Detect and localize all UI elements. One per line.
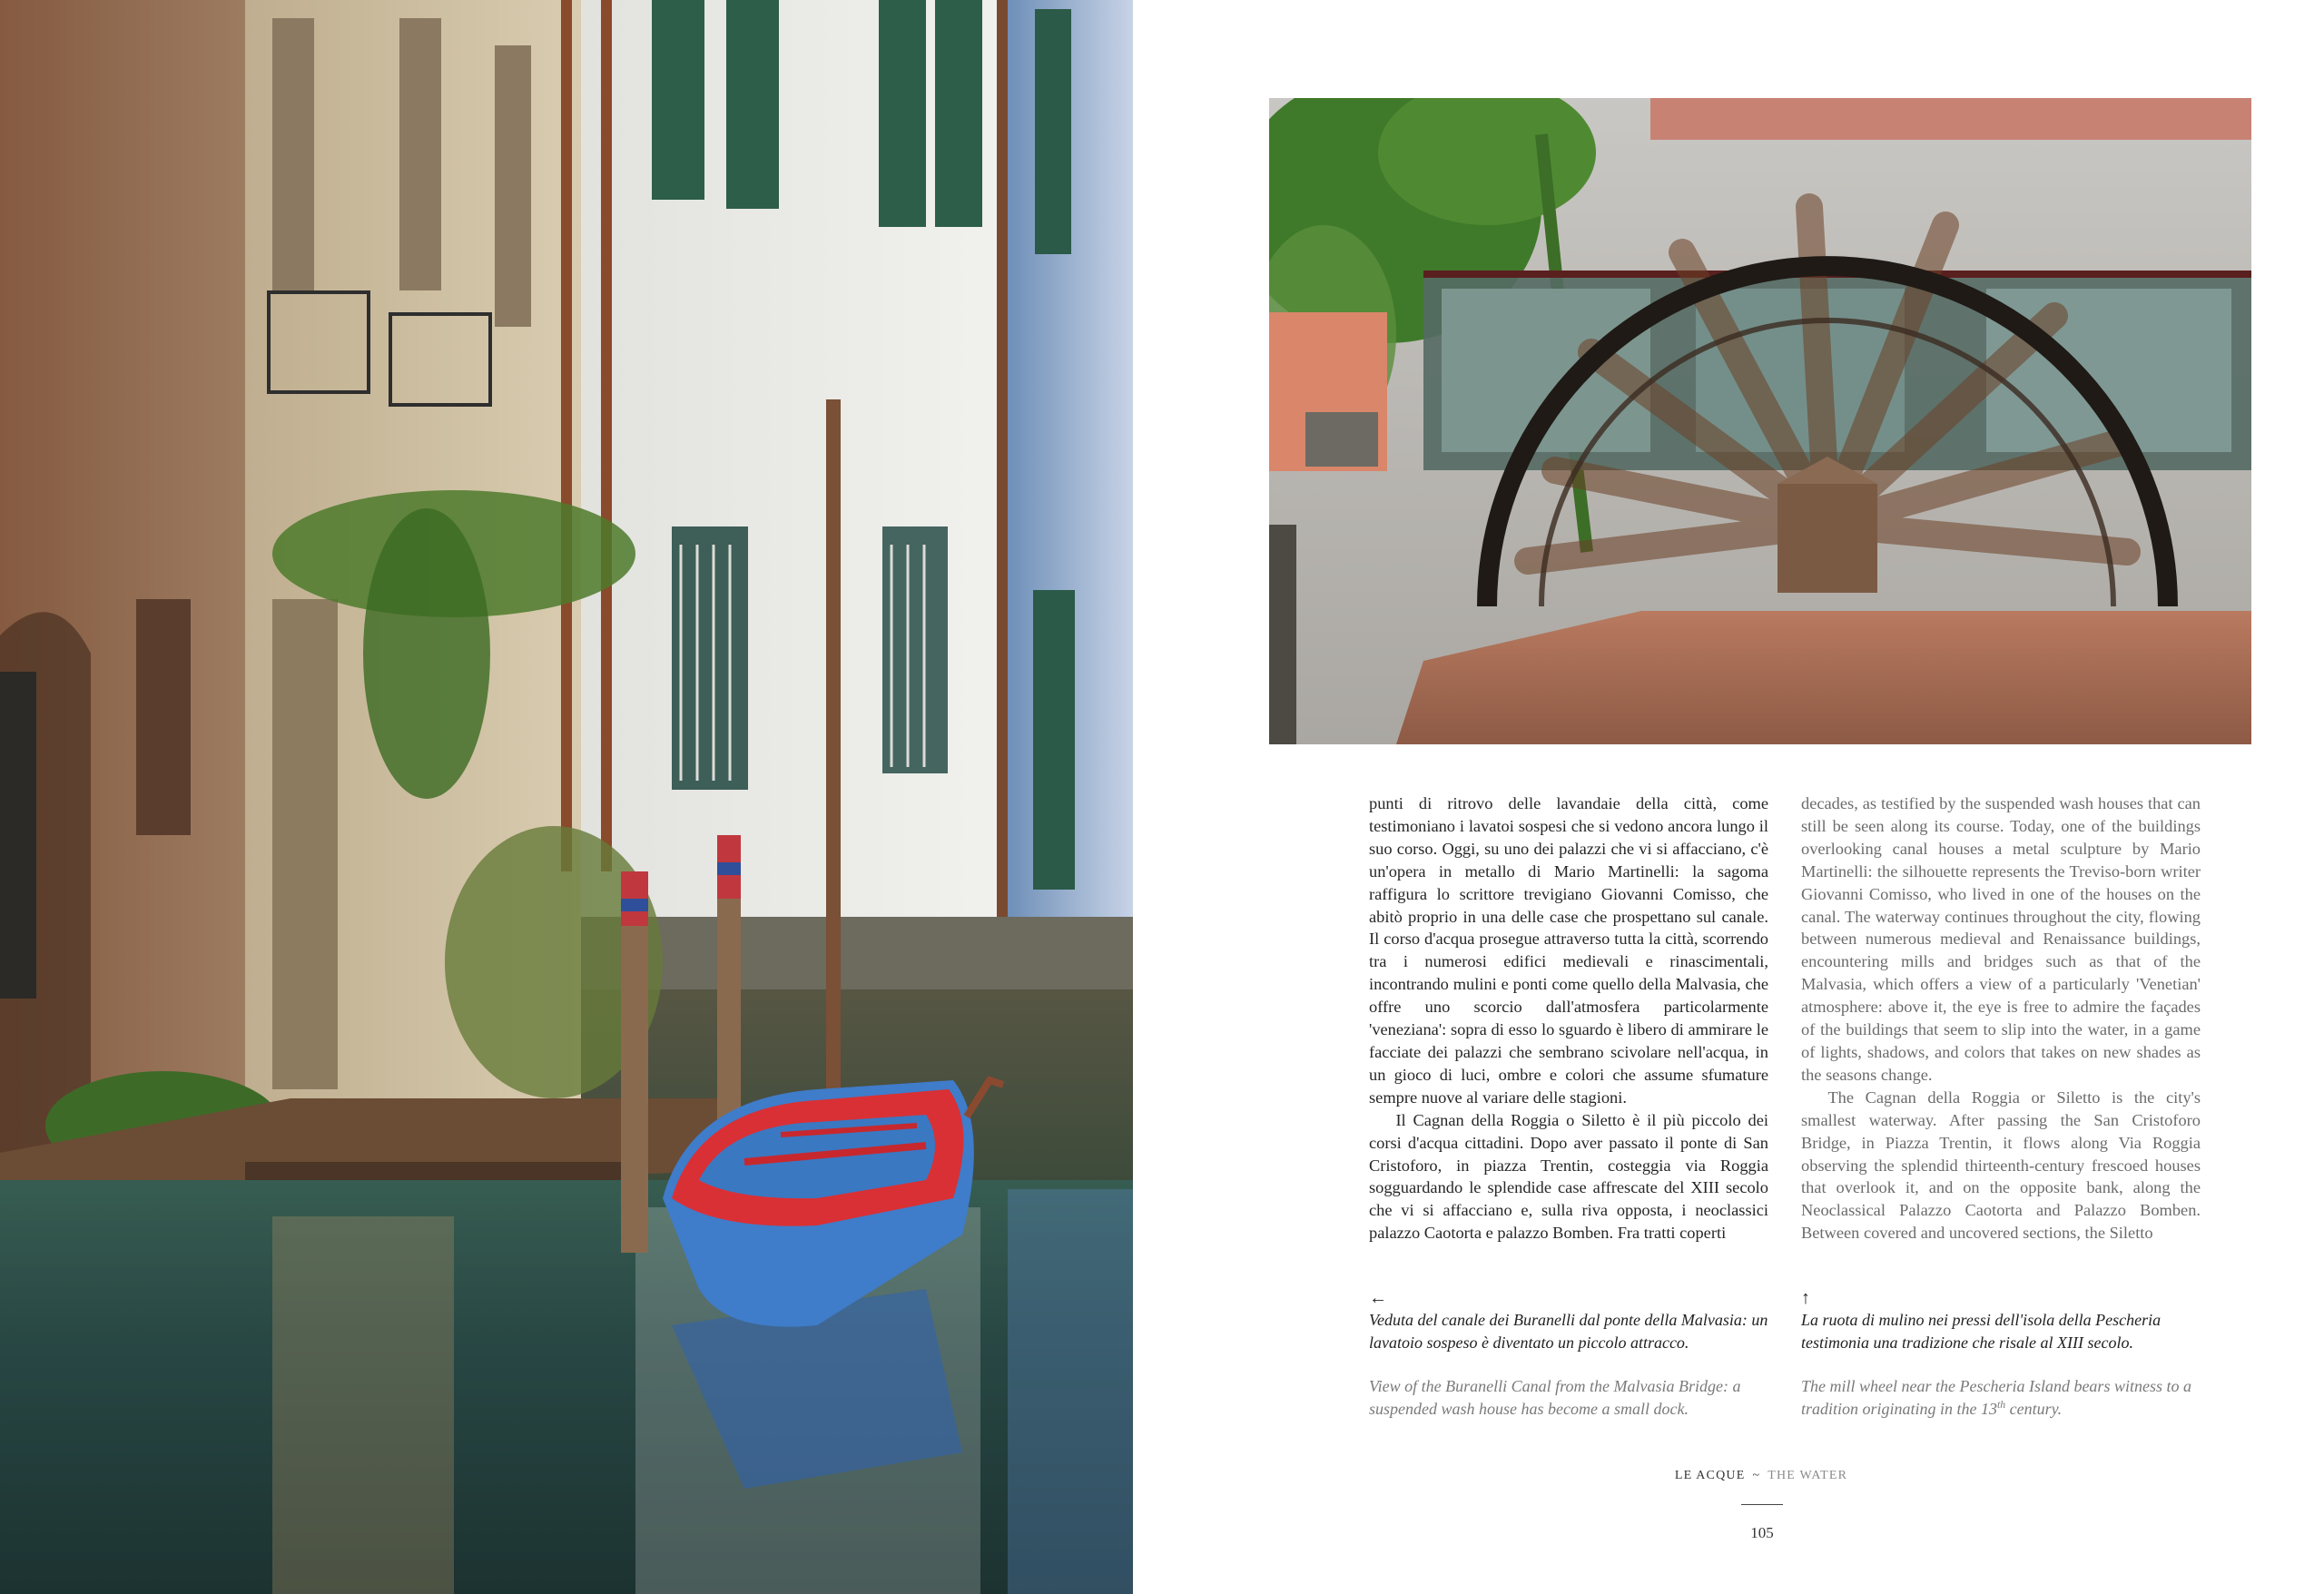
running-footer: [1598, 1469, 1925, 1483]
caption-italian: La ruota di mulino nei pressi dell'isola della Pescheria testimonia una tradizione che risale al XIII secolo.: [1801, 1311, 2162, 1352]
caption-left-photo: [1369, 1287, 1787, 1421]
page-number: 105: [1750, 1524, 1774, 1541]
body-text-italian: [1369, 792, 1768, 1245]
arrow-left-icon: ←: [1369, 1288, 1387, 1308]
mill-wheel-photo: [1269, 98, 2251, 744]
footer-rule: [1741, 1504, 1783, 1505]
separator: ~: [1752, 1469, 1761, 1482]
body-text-english: [1801, 792, 2201, 1245]
paragraph: decades, as testified by the suspended wash houses that can still be seen along its course. Today, one of the buildings overlooking canal houses a metal sculpture by Mario Martinelli: the silhouette represents the Treviso-born writer Giovanni Comisso, who lived in one of the houses on the canal. The waterway continues throughout the city, flowing between numerous medieval and Renaissance buildings, encountering mills and bridges such as that of the Malvasia, which offers a view of a particularly 'Venetian' atmosphere: above it, the eye is free to admire the façades of the buildings that seem to slip into the water, in a game of lights, shadows, and colors that takes on new shades as the seasons change.: [1801, 794, 2201, 1084]
caption-italian: Veduta del canale dei Buranelli dal ponte della Malvasia: un lavatoio sospeso è diventato un piccolo attracco.: [1369, 1311, 1768, 1352]
paragraph: Il Cagnan della Roggia o Siletto è il più piccolo dei corsi d'acqua cittadini. Dopo aver passato il ponte di San Cristoforo, in piazza Trentin, costeggia via Roggia sogguardando le splendide case affrescate del XIII secolo che vi si affacciano e, sulla riva opposta, i neoclassici palazzo Caotorta e palazzo Bomben. Fra tratti coperti: [1369, 1110, 1768, 1243]
caption-right-photo: [1801, 1287, 2219, 1421]
paragraph: punti di ritrovo delle lavandaie della città, come testimoniano i lavatoi sospesi che si vedono ancora lungo il suo corso. Oggi, su uno dei palazzi che vi si affacciano, c'è un'opera in metallo di Mario Martinelli: la sagoma raffigura lo scrittore trevigiano Giovanni Comisso, che abitò proprio in una delle case che prospettano sul canale. Il corso d'acqua prosegue attraverso tutta la città, scorrendo tra i numerosi edifici medievali e rinascimentali, incontrando mulini e ponti come quello della Malvasia, che offre uno scorcio dall'atmosfera particolarmente 'veneziana': sopra di esso lo sguardo è libero di ammirare le facciate dei palazzi che sembrano scivolare nell'acqua, in un gioco di luci, ombre e colori che assume sfumature sempre nuove al variare delle stagioni.: [1369, 794, 1768, 1107]
paragraph: The Cagnan della Roggia or Siletto is the city's smallest waterway. After passing the San Cristoforo Bridge, in Piazza Trentin, it flows along Via Roggia observing the splendid thirteenth-century frescoed houses that overlook it, and on the opposite bank, along the Neoclassical Palazzo Caotorta and Palazzo Bomben. Between covered and uncovered sections, the Siletto: [1801, 1087, 2201, 1243]
caption-english: View of the Buranelli Canal from the Malvasia Bridge: a suspended wash house has become a small dock.: [1369, 1377, 1741, 1418]
canal-boat-photo: [0, 0, 1133, 1594]
section-title-english: THE WATER: [1768, 1469, 1848, 1482]
caption-english: The mill wheel near the Pescheria Island bears witness to a tradition originating in the 13th century.: [1801, 1377, 2191, 1418]
arrow-up-icon: ↑: [1801, 1288, 1810, 1308]
section-title-italian: LE ACQUE: [1674, 1469, 1746, 1482]
